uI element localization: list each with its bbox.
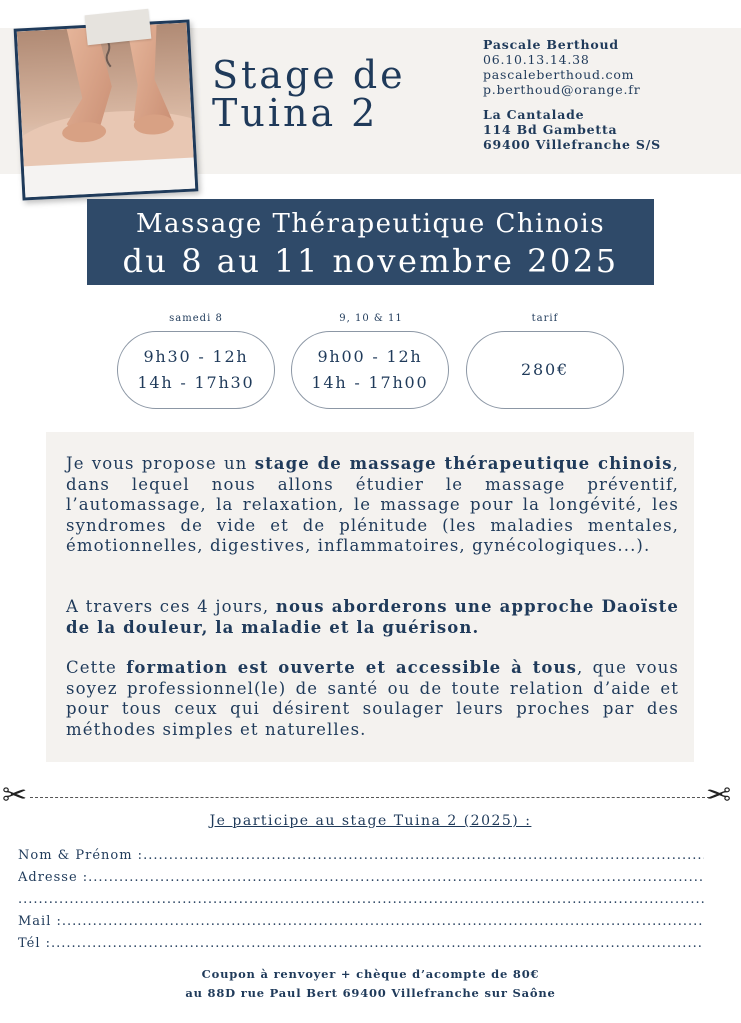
field-dots [143,848,704,864]
schedule-time-morning: 9h30 - 12h [143,347,249,366]
text-span: A travers ces 4 jours, [66,597,276,616]
massage-photo [14,20,199,201]
field-address[interactable] [18,870,704,886]
field-dots [62,914,704,930]
schedule-pill-weekdays [291,331,449,409]
contact-website: pascaleberthoud.com [483,67,635,82]
coupon-footer [0,965,741,1003]
text-bold: stage de massage thérapeutique chinois [254,454,673,473]
schedule-label-price: tarif [531,313,559,324]
description-box [46,432,694,762]
field-mail[interactable] [18,914,704,930]
text-span: , que vous soyez professionnel(le) de santé ou de toute relation d’aide et pour tous ceux qui désirent soulager leurs proches par des méthodes simples et naturelles. [66,658,679,739]
text-span: Cette [66,658,127,677]
title-banner [87,199,654,285]
field-dots [88,870,704,886]
footer-line-1: Coupon à renvoyer + chèque d’acompte de 80€ [201,967,540,981]
field-dots [18,892,704,908]
field-mail-label: Mail : [18,914,62,929]
field-tel-label: Tél : [18,936,52,951]
field-address-label: Adresse : [18,870,89,885]
scissors-icon: ✂ [706,778,732,813]
contact-block [483,37,733,152]
field-name[interactable] [18,848,704,864]
schedule-time-afternoon: 14h - 17h30 [137,373,255,392]
price-pill [466,331,624,409]
title-line-1: Stage de [212,53,406,97]
paragraph-approach [66,597,679,638]
cut-line [30,797,710,798]
field-address-continued[interactable] [18,892,704,908]
schedule-label-weekdays: 9, 10 & 11 [339,313,403,324]
field-name-label: Nom & Prénom : [18,848,144,863]
schedule-time-morning: 9h00 - 12h [317,347,423,366]
price-value: 280€ [521,360,569,379]
footer-line-2: au 88D rue Paul Bert 69400 Villefranche sur Saône [185,986,556,1000]
field-tel[interactable] [18,936,704,952]
text-span: Je vous propose un [66,454,255,473]
title-line-2: Tuina 2 [212,91,379,135]
schedule-label-saturday: samedi 8 [169,313,223,324]
field-dots [51,936,704,952]
text-bold: formation est ouverte et accessible à tous [126,658,578,677]
scissors-icon: ✂ [2,778,28,813]
text-bold: nous aborderons une approche Daoïste de la douleur, la maladie et la guérison. [66,597,679,637]
coupon-title: Je participe au stage Tuina 2 (2025) : [209,813,532,829]
contact-email: p.berthoud@orange.fr [483,82,641,97]
paragraph-audience [66,658,679,740]
text-span: , dans lequel nous allons étudier le massage préventif, l’automassage, la relaxation, le massage pour la longévité, les syndromes de vide et de plénitude (les maladies mentales, émotionnelles, digestives, inflammatoires, gynécologiques...). [66,454,679,555]
paragraph-intro [66,454,679,557]
schedule-time-afternoon: 14h - 17h00 [311,373,429,392]
page-title [212,53,462,135]
banner-subtitle: Massage Thérapeutique Chinois [135,209,606,239]
contact-street: 114 Bd Gambetta [483,122,618,137]
contact-place: La Cantalade [483,107,585,122]
massage-photo-image [17,23,195,198]
contact-phone: 06.10.13.14.38 [483,52,590,67]
schedule-pill-saturday [117,331,275,409]
contact-city: 69400 Villefranche S/S [483,137,661,152]
banner-dates: du 8 au 11 novembre 2025 [122,242,619,280]
contact-name: Pascale Berthoud [483,37,619,52]
